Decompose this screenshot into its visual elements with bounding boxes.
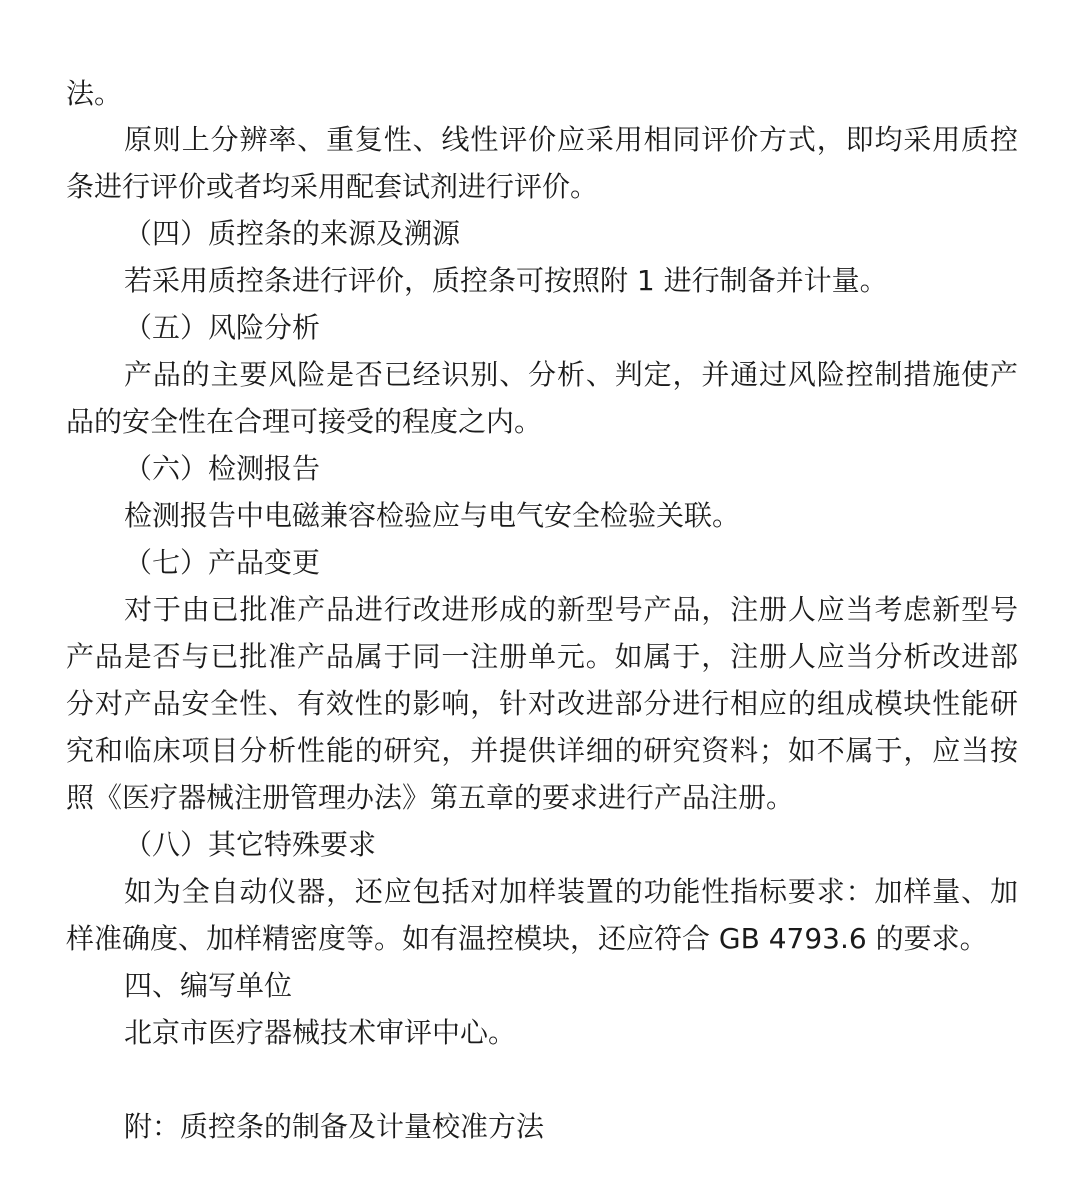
paragraph-special-requirements: 如为全自动仪器，还应包括对加样装置的功能性指标要求：加样量、加 — [124, 875, 1018, 908]
paragraph-product-change: 对于由已批准产品进行改进形成的新型号产品，注册人应当考虑新型号 — [124, 593, 1018, 626]
text-line-continuation: 照《医疗器械注册管理办法》第五章的要求进行产品注册。 — [66, 781, 795, 814]
text-line-continuation: 究和临床项目分析性能的研究，并提供详细的研究资料；如不属于，应当按 — [66, 734, 1018, 767]
text-line-continuation: 法。 — [66, 77, 123, 110]
text-line-continuation: 分对产品安全性、有效性的影响，针对改进部分进行相应的组成模块性能研 — [66, 687, 1018, 720]
appendix-title: 附：质控条的制备及计量校准方法 — [124, 1110, 545, 1143]
paragraph-evaluation-method: 原则上分辨率、重复性、线性评价应采用相同评价方式，即均采用质控 — [124, 123, 1018, 156]
text-line-continuation: 产品是否与已批准产品属于同一注册单元。如属于，注册人应当分析改进部 — [66, 640, 1018, 673]
section-heading-risk-analysis: （五）风险分析 — [124, 311, 321, 344]
section-heading-drafting-unit: 四、编写单位 — [124, 969, 293, 1002]
paragraph-drafting-unit: 北京市医疗器械技术审评中心。 — [124, 1016, 517, 1049]
section-heading-product-change: （七）产品变更 — [124, 546, 321, 579]
section-heading-special-requirements: （八）其它特殊要求 — [124, 828, 377, 861]
text-line-continuation: 条进行评价或者均采用配套试剂进行评价。 — [66, 170, 599, 203]
paragraph-qc-strip-preparation: 若采用质控条进行评价，质控条可按照附 1 进行制备并计量。 — [124, 264, 888, 297]
paragraph-test-report: 检测报告中电磁兼容检验应与电气安全检验关联。 — [124, 499, 741, 532]
text-line-continuation: 品的安全性在合理可接受的程度之内。 — [66, 405, 543, 438]
text-line-continuation: 样准确度、加样精密度等。如有温控模块，还应符合 GB 4793.6 的要求。 — [66, 922, 988, 955]
paragraph-risk-analysis: 产品的主要风险是否已经识别、分析、判定，并通过风险控制措施使产 — [124, 358, 1018, 391]
section-heading-qc-strip-source: （四）质控条的来源及溯源 — [124, 217, 461, 250]
section-heading-test-report: （六）检测报告 — [124, 452, 321, 485]
